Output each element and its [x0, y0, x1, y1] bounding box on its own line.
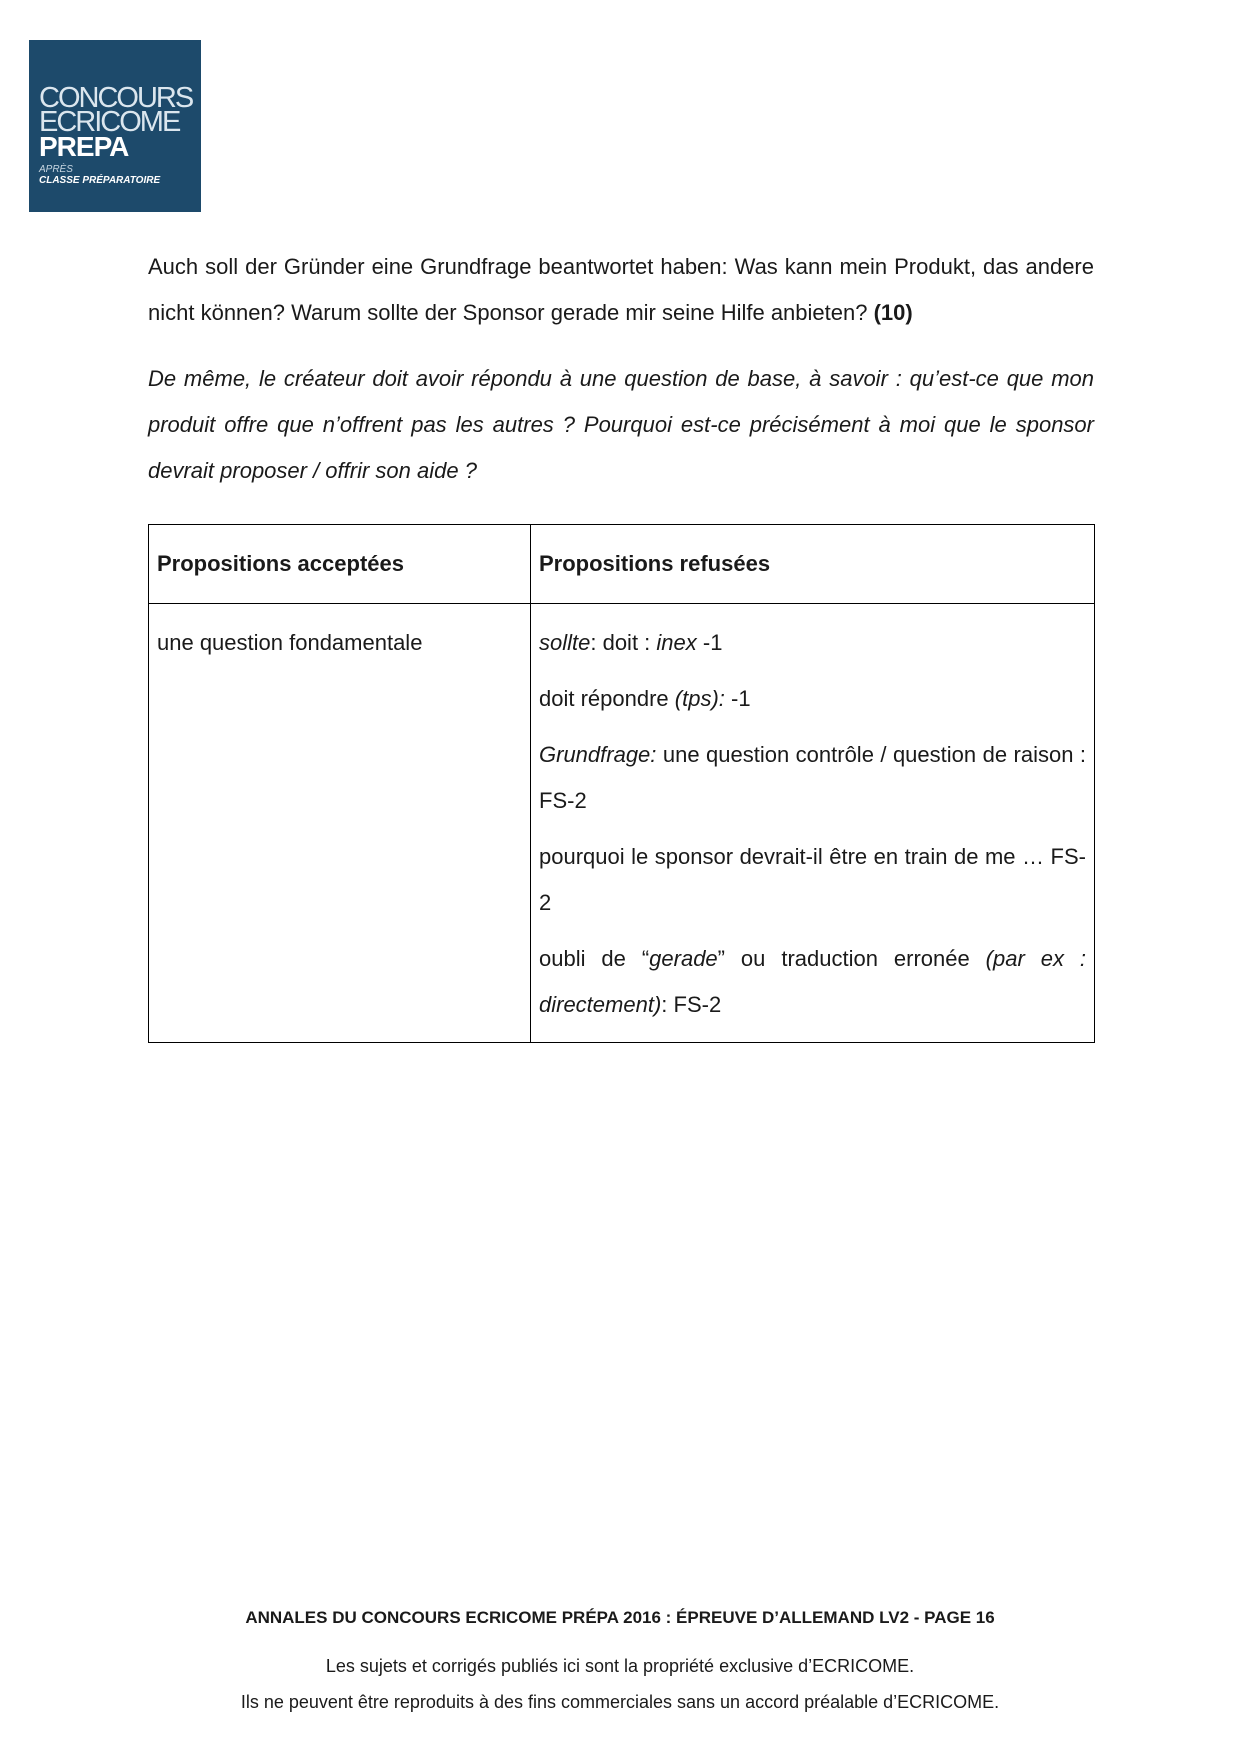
footer-copyright-line-2: Ils ne peuvent être reproduits à des fins commerciales sans un accord préalable d’ECRICOME.: [240, 1692, 1000, 1712]
segment-number: (10): [873, 300, 913, 325]
page-content: [148, 244, 1094, 1043]
logo-line-prepa: PREPA: [39, 131, 129, 162]
refused-text: une question contrôle / question de raison : FS-2: [539, 742, 1086, 813]
logo-line-classe: CLASSE PRÉPARATOIRE: [39, 175, 161, 186]
refused-term: gerade: [649, 946, 718, 971]
table-row: [149, 604, 1095, 1043]
german-text: Auch soll der Gründer eine Grundfrage beantwortet haben: Was kann mein Produkt, das andere nicht können? Warum sollte der Sponsor gerade mir seine Hilfe anbieten?: [148, 254, 1094, 325]
refused-item: [539, 732, 1086, 824]
refused-term: sollte: [539, 630, 591, 655]
refused-term: inex: [656, 630, 697, 655]
refused-text: oubli de “: [539, 946, 650, 971]
refused-item: [539, 620, 1086, 666]
refused-term: (par ex : directement): [539, 946, 1086, 1017]
refused-item: [539, 834, 1086, 926]
refused-text: pourquoi le sponsor devrait-il être en train de me … FS-2: [539, 844, 1086, 915]
ecricome-logo: [29, 40, 201, 212]
refused-cell: [531, 604, 1095, 1043]
header-accepted: Propositions acceptées: [149, 525, 531, 604]
refused-penalty: : FS-2: [661, 992, 722, 1017]
refused-item: [539, 936, 1086, 1028]
refused-text: doit répondre: [539, 686, 675, 711]
refused-text: : doit :: [590, 630, 657, 655]
logo-line-ecricome: ECRICOME: [39, 106, 180, 138]
french-translation-paragraph: De même, le créateur doit avoir répondu à une question de base, à savoir : qu’est-ce que mon produit offre que n’offrent pas les autres ? Pourquoi est-ce précisément à moi que le sponsor devrait proposer / offrir son aide ?: [148, 366, 1094, 483]
refused-text: ” ou traduction erronée: [717, 946, 986, 971]
propositions-table: [148, 524, 1095, 1043]
refused-item: [539, 676, 1086, 722]
refused-penalty: -1: [696, 630, 723, 655]
logo-line-concours: CONCOURS: [39, 82, 193, 114]
footer-copyright-line-1: Les sujets et corrigés publiés ici sont la propriété exclusive d’ECRICOME.: [325, 1656, 915, 1676]
accepted-cell: [149, 604, 531, 1043]
refused-term: (tps):: [674, 686, 725, 711]
header-refused: Propositions refusées: [531, 525, 1095, 604]
table-header-row: [149, 525, 1095, 604]
accepted-item: une question fondamentale: [157, 630, 423, 655]
german-source-paragraph: [148, 244, 1094, 336]
logo-line-apres: APRÈS: [39, 164, 73, 175]
refused-penalty: -1: [724, 686, 751, 711]
refused-term: Grundfrage:: [539, 742, 657, 767]
footer-title: ANNALES DU CONCOURS ECRICOME PRÉPA 2016 : ÉPREUVE D’ALLEMAND LV2 - PAGE 16: [245, 1608, 995, 1627]
